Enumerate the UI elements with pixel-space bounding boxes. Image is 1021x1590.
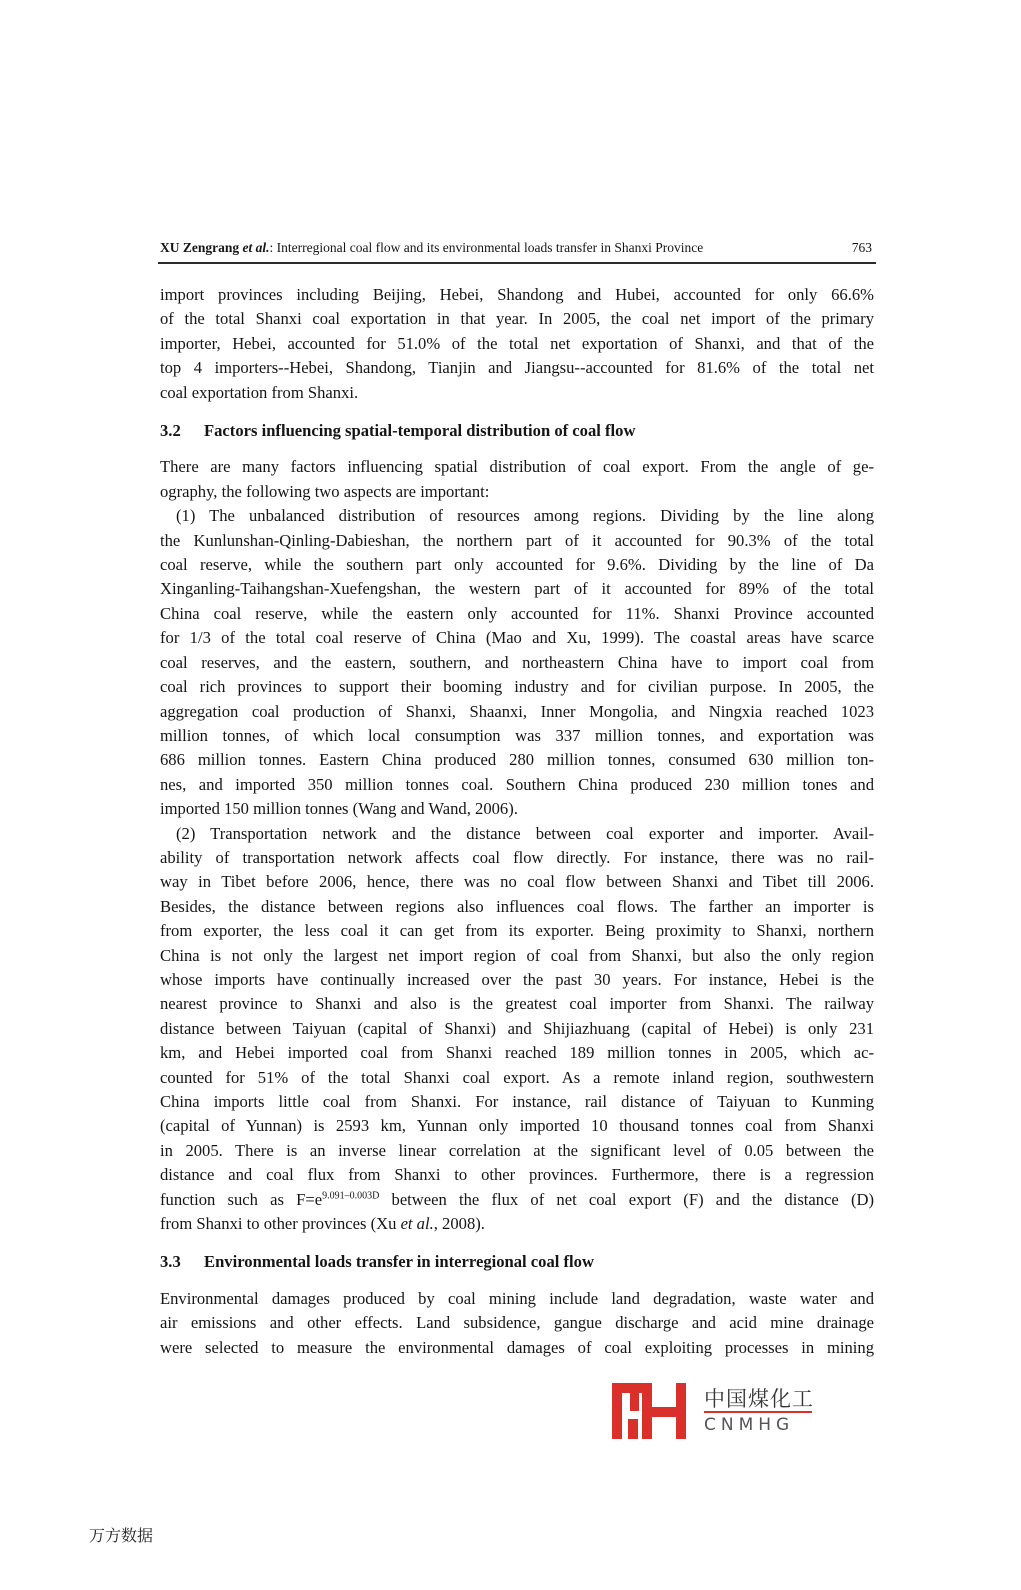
section-heading-3-3 bbox=[160, 1250, 874, 1274]
paragraph-item-1 bbox=[160, 504, 874, 821]
text-line: nearest province to Shanxi and also is the greatest coal importer from Shanxi. The railway bbox=[160, 994, 874, 1014]
text-line: China is not only the largest net import region of coal from Shanxi, but also the only region bbox=[160, 945, 874, 965]
cnmhg-watermark-logo bbox=[612, 1383, 822, 1441]
text-line: Environmental damages produced by coal mining include land degradation, waste water and bbox=[160, 1288, 874, 1308]
paragraph-intro bbox=[160, 455, 874, 504]
text-line: million tonnes, of which local consumption was 337 million tonnes, and exportation was bbox=[160, 725, 874, 745]
text-line: imported 150 million tonnes (Wang and Wand, 2006). bbox=[160, 799, 518, 819]
text-line: were selected to measure the environmental damages of coal exploiting processes in mining bbox=[160, 1337, 874, 1357]
text-line: whose imports have continually increased over the past 30 years. For instance, Hebei is the bbox=[160, 969, 874, 989]
text-segment: from Shanxi to other provinces (Xu bbox=[160, 1214, 401, 1234]
citation-line bbox=[160, 1212, 874, 1236]
text-line: air emissions and other effects. Land subsidence, gangue discharge and acid mine drainage bbox=[160, 1313, 874, 1333]
formula-exponent: 9.091–0.003D bbox=[322, 1190, 380, 1202]
text-line: (1) The unbalanced distribution of resources among regions. Dividing by the line along bbox=[176, 506, 874, 526]
text-line: way in Tibet before 2006, hence, there was no coal flow between Shanxi and Tibet till 2006. bbox=[160, 872, 874, 892]
text-line: distance and coal flux from Shanxi to other provinces. Furthermore, there is a regression bbox=[160, 1165, 874, 1185]
text-line: top 4 importers--Hebei, Shandong, Tianjin and Jiangsu--accounted for 81.6% of the total net bbox=[160, 358, 874, 378]
running-header bbox=[158, 236, 876, 264]
section-number: 3.2 bbox=[160, 421, 181, 441]
logo-english-text: CNMHG bbox=[704, 1415, 795, 1435]
formula-text: function such as F=e bbox=[160, 1189, 323, 1209]
text-line: for 1/3 of the total coal reserve of China (Mao and Xu, 1999). The coastal areas have scarce bbox=[160, 628, 874, 648]
text-line: (2) Transportation network and the distance between coal exporter and importer. Avail- bbox=[176, 823, 874, 843]
text-line: coal reserves, and the eastern, southern, and northeastern China have to import coal from bbox=[160, 652, 874, 672]
text-line: (capital of Yunnan) is 2593 km, Yunnan only imported 10 thousand tonnes coal from Shanxi bbox=[160, 1116, 874, 1136]
text-line: of the total Shanxi coal exportation in that year. In 2005, the coal net import of the primary bbox=[160, 309, 874, 329]
text-line: Xinganling-Taihangshan-Xuefengshan, the western part of it accounted for 89% of the total bbox=[160, 579, 874, 599]
text-line: ability of transportation network affects coal flow directly. For instance, there was no rail- bbox=[160, 847, 874, 867]
text-line: aggregation coal production of Shanxi, Shaanxi, Inner Mongolia, and Ningxia reached 1023 bbox=[160, 701, 874, 721]
text-line: China coal reserve, while the eastern only accounted for 11%. Shanxi Province accounted bbox=[160, 603, 874, 623]
formula-line bbox=[160, 1188, 874, 1212]
text-line: coal rich provinces to support their booming industry and for civilian purpose. In 2005, the bbox=[160, 677, 874, 697]
header-author: XU Zengrang bbox=[160, 240, 240, 255]
section-title: Factors influencing spatial-temporal distribution of coal flow bbox=[204, 421, 636, 441]
text-line: counted for 51% of the total Shanxi coal export. As a remote inland region, southwestern bbox=[160, 1067, 874, 1087]
text-line: km, and Hebei imported coal from Shanxi reached 189 million tonnes in 2005, which ac- bbox=[160, 1043, 874, 1063]
text-line: Besides, the distance between regions also influences coal flows. The farther an importer is bbox=[160, 896, 874, 916]
text-line: import provinces including Beijing, Hebei, Shandong and Hubei, accounted for only 66.6% bbox=[160, 285, 874, 304]
text-line: ography, the following two aspects are important: bbox=[160, 481, 490, 501]
paragraph-environmental-damages bbox=[160, 1287, 874, 1360]
paragraph-item-2 bbox=[160, 822, 874, 1237]
logo-divider bbox=[704, 1411, 812, 1413]
logo-chinese-text: 中国煤化工 bbox=[704, 1387, 814, 1411]
section-number: 3.3 bbox=[160, 1252, 181, 1272]
article-body bbox=[160, 283, 874, 1360]
header-title-text: : Interregional coal flow and its environmental loads transfer in Shanxi Province bbox=[269, 240, 704, 255]
text-line: distance between Taiyuan (capital of Shanxi) and Shijiazhuang (capital of Hebei) is only 231 bbox=[160, 1018, 874, 1038]
text-segment: , 2008). bbox=[433, 1214, 485, 1234]
text-line: importer, Hebei, accounted for 51.0% of the total net exportation of Shanxi, and that of the bbox=[160, 333, 874, 353]
text-line: China imports little coal from Shanxi. For instance, rail distance of Taiyuan to Kunming bbox=[160, 1092, 874, 1111]
text-line: coal reserve, while the southern part only accounted for 9.6%. Dividing by the line of Da bbox=[160, 555, 874, 575]
page-number: 763 bbox=[851, 240, 872, 255]
section-heading-3-2 bbox=[160, 419, 874, 443]
etal-italic: et al. bbox=[400, 1214, 434, 1234]
text-line: 686 million tonnes. Eastern China produced 280 million tonnes, consumed 630 million ton- bbox=[160, 750, 874, 770]
text-line: in 2005. There is an inverse linear correlation at the significant level of 0.05 between the bbox=[160, 1140, 874, 1160]
header-etal: et al. bbox=[242, 240, 270, 255]
formula-text-after: between the flux of net coal export (F) and the distance (D) bbox=[379, 1189, 875, 1209]
mh-logo-icon bbox=[612, 1383, 694, 1439]
source-footer: 万方数据 bbox=[89, 1526, 154, 1545]
text-line: from exporter, the less coal it can get from its exporter. Being proximity to Shanxi, northern bbox=[160, 921, 874, 941]
text-line: nes, and imported 350 million tonnes coal. Southern China produced 230 million tones and bbox=[160, 774, 874, 794]
section-title: Environmental loads transfer in interregional coal flow bbox=[204, 1252, 594, 1272]
text-line: There are many factors influencing spatial distribution of coal export. From the angle of ge- bbox=[160, 457, 874, 477]
text-line: the Kunlunshan-Qinling-Dabieshan, the northern part of it accounted for 90.3% of the total bbox=[160, 530, 874, 550]
text-line: coal exportation from Shanxi. bbox=[160, 382, 359, 402]
paragraph-import-share bbox=[160, 283, 874, 405]
running-title bbox=[160, 240, 703, 256]
